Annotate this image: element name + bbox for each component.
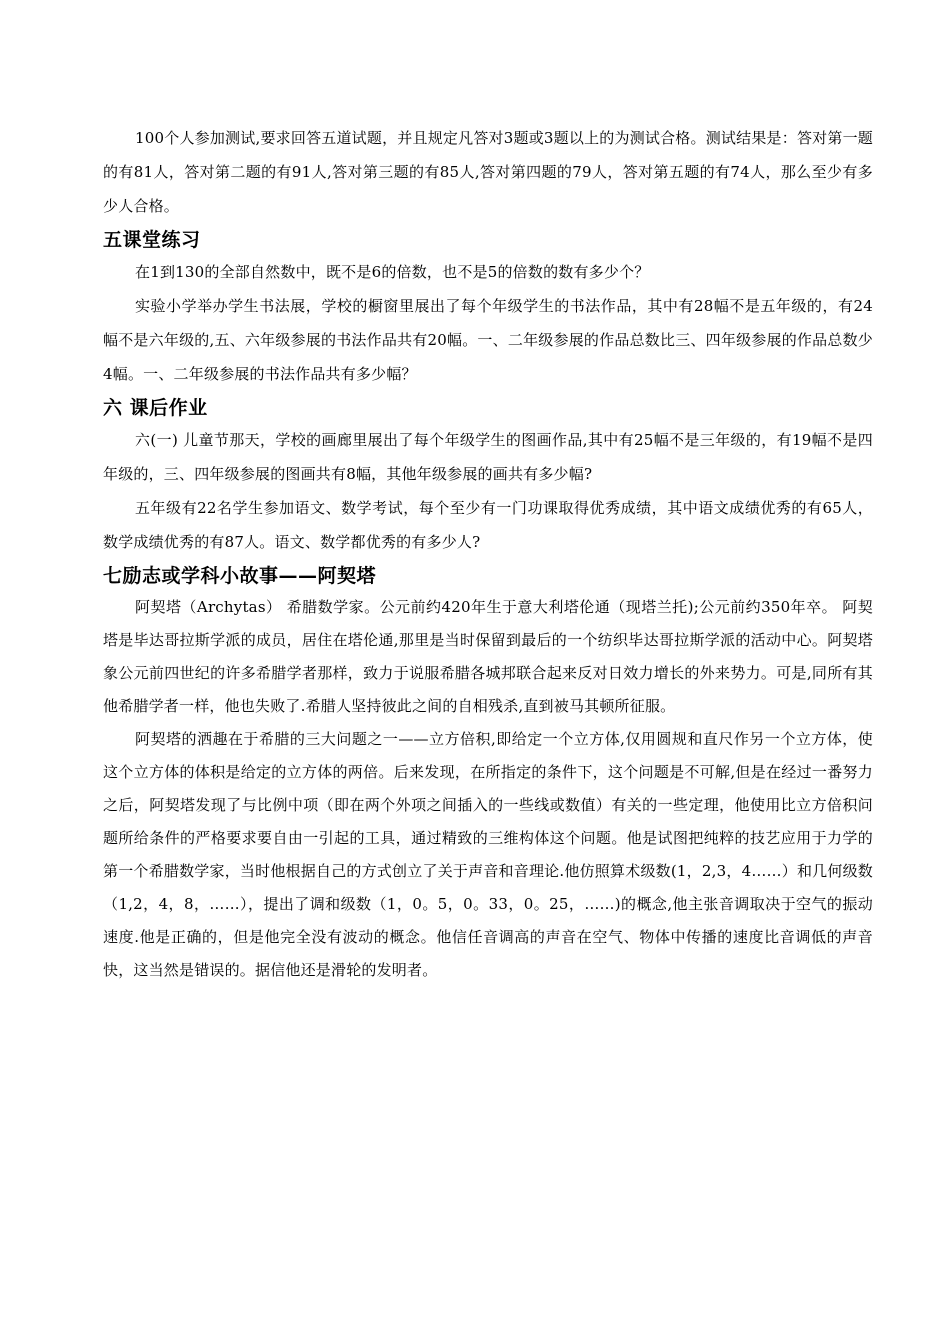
section-7-paragraph-2: 阿契塔的洒趣在于希腊的三大问题之一——立方倍积,即给定一个立方体,仅用圆规和直尺作另一个立方体，使这个立方体的体积是给定的立方体的两倍。后来发现，在所指定的条件下，这个问题是不可解,但是在经过一番努力之后，阿契塔发现了与比例中项（即在两个外项之间插入的一些线或数值）有关的一些定理，他使用比立方倍积问题所给条件的严格要求要自由一引起的工具，通过精致的三维构体这个问题。他是试图把纯粹的技艺应用于力学的第一个希腊数学家，当时他根据自己的方式创立了关于声音和音理论.他仿照算术级数(1，2,3，4……）和几何级数（1,2，4，8，……），提出了调和级数（1，0。5，0。33，0。25，……)的概念,他主张音调取决于空气的振动速度.他是正确的，但是他完全没有波动的概念。他信任音调高的声音在空气、物体中传播的速度比音调低的声音快，这当然是错误的。据信他还是滑轮的发明者。 [103, 730, 873, 979]
section-5-problem-1: 在1到130的全部自然数中，既不是6的倍数，也不是5的倍数的数有多少个？ [135, 263, 650, 281]
section-6-heading: 六 课后作业 [103, 397, 208, 419]
section-5-heading: 五课堂练习 [103, 229, 201, 251]
intro-problem: 100个人参加测试,要求回答五道试题，并且规定凡答对3题或3题以上的为测试合格。测试结果是：答对第一题的有81人，答对第二题的有91人,答对第三题的有85人,答对第四题的79人，答对第五题的有74人，那么至少有多少人合格。 [103, 129, 873, 215]
section-6-problem-2: 五年级有22名学生参加语文、数学考试，每个至少有一门功课取得优秀成绩，其中语文成绩优秀的有65人，数学成绩优秀的有87人。语文、数学都优秀的有多少人? [103, 499, 873, 551]
section-7-heading: 七励志或学科小故事——阿契塔 [103, 565, 377, 587]
section-5-problem-2: 实验小学举办学生书法展，学校的橱窗里展出了每个年级学生的书法作品，其中有28幅不是五年级的，有24幅不是六年级的,五、六年级参展的书法作品共有20幅。一、二年级参展的作品总数比三、四年级参展的作品总数少4幅。一、二年级参展的书法作品共有多少幅？ [103, 297, 873, 383]
section-6-problem-1: 六(一) 儿童节那天，学校的画廊里展出了每个年级学生的图画作品,其中有25幅不是三年级的，有19幅不是四年级的，三、四年级参展的图画共有8幅，其他年级参展的画共有多少幅? [103, 431, 873, 483]
section-7-paragraph-1: 阿契塔（Archytas） 希腊数学家。公元前约420年生于意大利塔伦通（现塔兰托);公元前约350年卒。 阿契塔是毕达哥拉斯学派的成员，居住在塔伦通,那里是当时保留到最后的一个纺织毕达哥拉斯学派的活动中心。阿契塔象公元前四世纪的许多希腊学者那样，致力于说服希腊各城邦联合起来反对日效力增长的外来势力。可是,同所有其他希腊学者一样，他也失败了.希腊人坚持彼此之间的自相残杀,直到被马其顿所征服。 [103, 598, 873, 715]
document-body [103, 121, 873, 987]
